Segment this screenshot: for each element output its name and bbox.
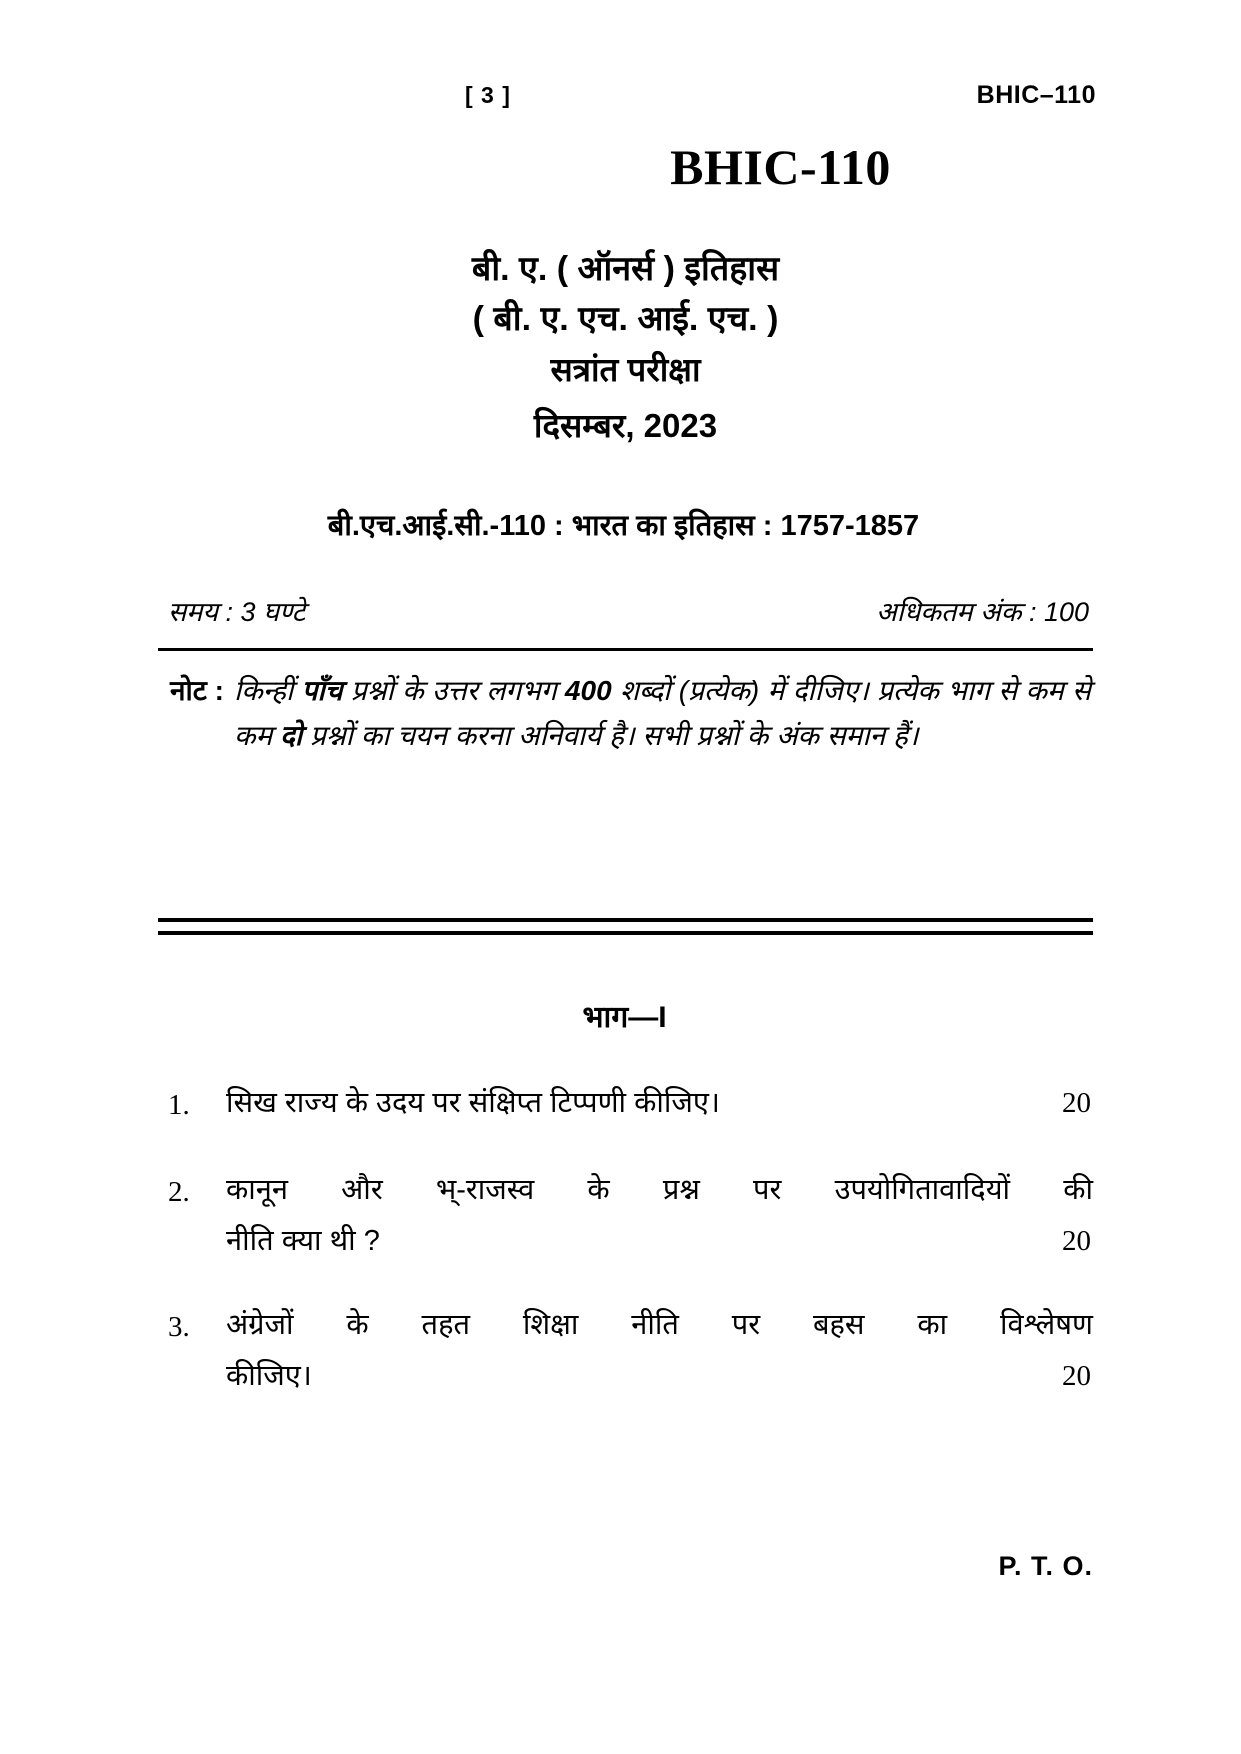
question-marks: 20 <box>1062 1224 1091 1257</box>
note-body <box>234 668 1091 759</box>
note-label: नोट : <box>170 675 225 706</box>
question-number: 3. <box>168 1311 190 1344</box>
horizontal-rule-double-divider <box>158 918 1093 935</box>
paper-code-heading: BHIC-110 <box>670 139 891 195</box>
question-text-line-1: अंग्रेजों के तहत शिक्षा नीति पर बहस का विश्लेषण <box>226 1309 1093 1342</box>
note-text-3: शब्दों (प्रत्येक) में दीजिए। प्रत्येक भाग से कम से कम <box>234 675 1091 752</box>
note-bold-two: दो <box>280 720 303 752</box>
exam-meta-row <box>168 592 1093 629</box>
exam-maximum-marks: अधिकतम अंक : 100 <box>876 597 1089 627</box>
running-head-paper-code: BHIC–110 <box>976 80 1096 109</box>
title-block <box>0 248 1241 448</box>
degree-abbreviation: ( बी. ए. एच. आई. एच. ) <box>472 299 779 338</box>
question-text: सिख राज्य के उदय पर संक्षिप्त टिप्पणी कीजिए। <box>226 1087 720 1119</box>
question-marks: 20 <box>1062 1087 1091 1119</box>
question-number: 1. <box>168 1089 190 1121</box>
note-bold-five: पाँच <box>301 675 343 706</box>
question-line <box>226 1351 1093 1402</box>
degree-title: बी. ए. ( ऑनर्स ) इतिहास <box>471 250 780 288</box>
question-text-line-2: कीजिए। <box>226 1360 312 1392</box>
question-line <box>226 1078 1093 1129</box>
question-text-line-2: नीति क्या थी ? <box>226 1224 380 1257</box>
page-turn-over-indicator: P. T. O. <box>998 1551 1093 1581</box>
exam-type: सत्रांत परीक्षा <box>550 351 701 389</box>
part-heading: भाग—I <box>582 1001 667 1034</box>
running-head <box>160 78 1096 112</box>
question-body <box>226 1078 1093 1129</box>
exam-duration: समय : 3 घण्टे <box>168 597 306 627</box>
question-line <box>226 1216 1093 1267</box>
question-text-line-1: कानून और भ्-राजस्व के प्रश्न पर उपयोगितावादियों की <box>226 1173 1093 1206</box>
exam-session: दिसम्बर, 2023 <box>533 407 718 445</box>
question-list <box>168 1078 1093 1436</box>
page-number: [ 3 ] <box>465 81 511 108</box>
question-item <box>168 1300 1093 1402</box>
note-text-4: प्रश्नों का चयन करना अनिवार्य है। सभी प्रश्नों के अंक समान हैं। <box>302 720 919 752</box>
note-bold-word-count: 400 <box>564 675 612 706</box>
question-marks: 20 <box>1062 1360 1091 1392</box>
question-item <box>168 1078 1093 1131</box>
note-text-1: किन्हीं <box>234 675 302 706</box>
question-body <box>226 1165 1093 1267</box>
subject-line: बी.एच.आई.सी.-110 : भारत का इतिहास : 1757-1857 <box>327 510 920 542</box>
question-item <box>168 1165 1093 1267</box>
instructions-note <box>170 668 1091 759</box>
horizontal-rule-above-note <box>158 648 1093 651</box>
question-number: 2. <box>168 1175 190 1208</box>
note-text-2: प्रश्नों के उत्तर लगभग <box>342 675 565 706</box>
question-body <box>226 1300 1093 1402</box>
